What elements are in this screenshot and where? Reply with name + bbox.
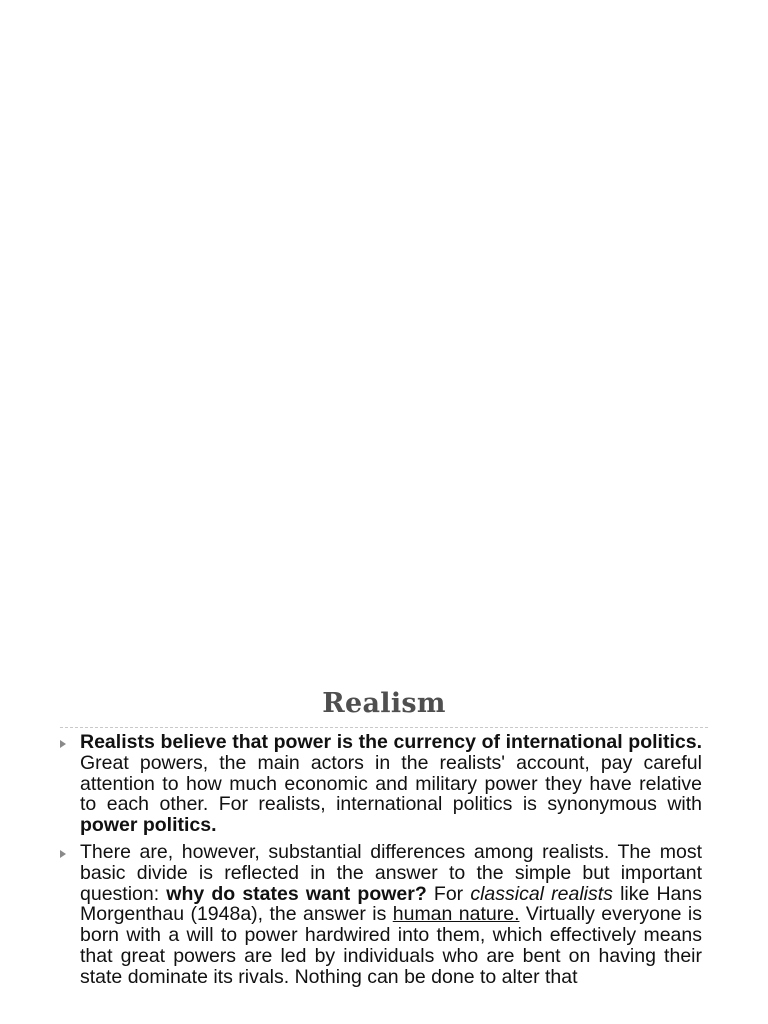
text-italic: classical realists — [470, 882, 613, 905]
title-divider — [60, 727, 708, 728]
slide-content — [60, 732, 702, 994]
text-plain: For — [426, 882, 471, 905]
text-plain: Great powers, the main actors in the realists' account, pay careful attention to how much economic and military power they have relative to each other. For realists, international politics is synonymous with — [80, 751, 702, 816]
text-bold: power politics. — [80, 814, 217, 837]
text-underline: human nature. — [392, 903, 520, 926]
text-plain: There are, however, substantial differences among realists. The most basic divide is reflected in the answer to the simple but important question: — [80, 840, 702, 905]
bullet-text — [80, 732, 702, 836]
text-bold: why do states want power? — [166, 882, 427, 905]
slide-title: Realism — [322, 688, 446, 719]
bullet-item — [60, 842, 702, 988]
triangle-bullet-icon — [60, 740, 66, 748]
triangle-bullet-icon — [60, 850, 66, 858]
text-plain: Virtually everyone is born with a will to power hardwired into them, which effectively means that great powers are led by individuals who are bent on having their state dominate its rivals. Nothing can be done to alter that — [80, 903, 702, 988]
bullet-item — [60, 732, 702, 836]
text-bold: Realists believe that power is the currency of international politics. — [80, 731, 702, 753]
text-plain: like Hans Morgenthau (1948a), the answer is — [80, 882, 702, 926]
bullet-text — [80, 842, 702, 988]
